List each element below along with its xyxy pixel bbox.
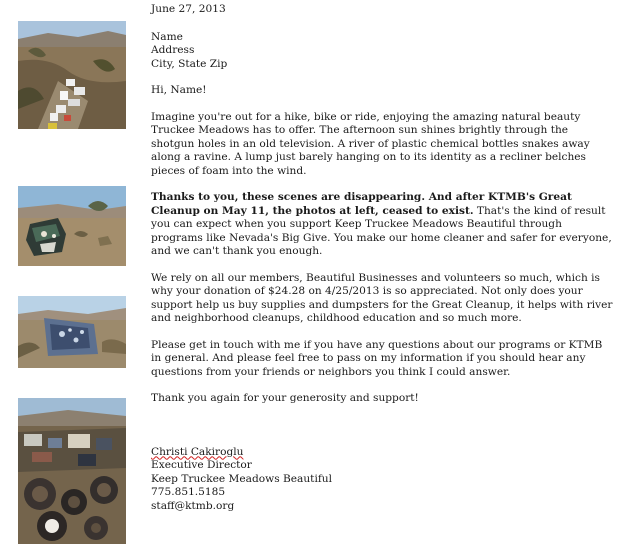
- paragraph-2-rest: That's the kind of result you can expect when you support Keep Truckee Meadows Beautiful through programs like Nevada's Big Give. You make our home cleaner and safer for everyone, and we can't thank you enough.: [151, 204, 612, 257]
- paragraph-1: Imagine you're out for a hike, bike or ride, enjoying the amazing natural beauty Truckee Meadows has to offer. The afternoon sun shines brightly through the shotgun holes in an old television. A river of plastic chemical bottles snakes away along a ravine. A lump just barely hanging on to its identity as a recliner belches pieces of foam into the wind.: [151, 110, 590, 177]
- recipient-city-state-zip: City, State Zip: [151, 57, 228, 70]
- letter-body: [151, 0, 613, 513]
- photo-shot-television: [18, 296, 126, 368]
- paragraph-4: Please get in touch with me if you have any questions about our programs or KTMB in general. And please feel free to pass on my information if you should hear any questions from your friends or neighbors you think I could answer.: [151, 338, 603, 378]
- recipient-name: Name: [151, 30, 183, 43]
- photo-tire-dump: [18, 398, 126, 544]
- recipient-address: Address: [151, 44, 195, 56]
- signature-organization: Keep Truckee Meadows Beautiful: [151, 472, 332, 485]
- signature-name: [151, 446, 613, 460]
- paragraph-2: [151, 191, 613, 259]
- photo-dumped-bottles-ravine: [18, 21, 126, 129]
- signature-block: [151, 446, 613, 514]
- paragraph-2-bold: Thanks to you, these scenes are disappearing. And after KTMB's Great Cleanup on May 11, the photos at left, ceased to exist.: [151, 191, 572, 217]
- signature-email: staff@ktmb.org: [151, 499, 235, 512]
- signature-phone: 775.851.5185: [151, 486, 226, 498]
- letter-date: June 27, 2013: [151, 3, 226, 15]
- signature-name-text: Christi Cakiroglu: [151, 445, 244, 458]
- photo-old-recliner: [18, 186, 126, 266]
- recipient-block: [151, 31, 613, 72]
- salutation: Hi, Name!: [151, 84, 207, 96]
- closing-line: Thank you again for your generosity and support!: [151, 392, 419, 404]
- signature-title: Executive Director: [151, 459, 252, 471]
- paragraph-3: We rely on all our members, Beautiful Businesses and volunteers so much, which is why your donation of $24.28 on 4/25/2013 is so appreciated. Not only does your support help us buy supplies and dumpsters for the Great Cleanup, it helps with river and neighborhood cleanups, childhood education and so much more.: [151, 271, 613, 324]
